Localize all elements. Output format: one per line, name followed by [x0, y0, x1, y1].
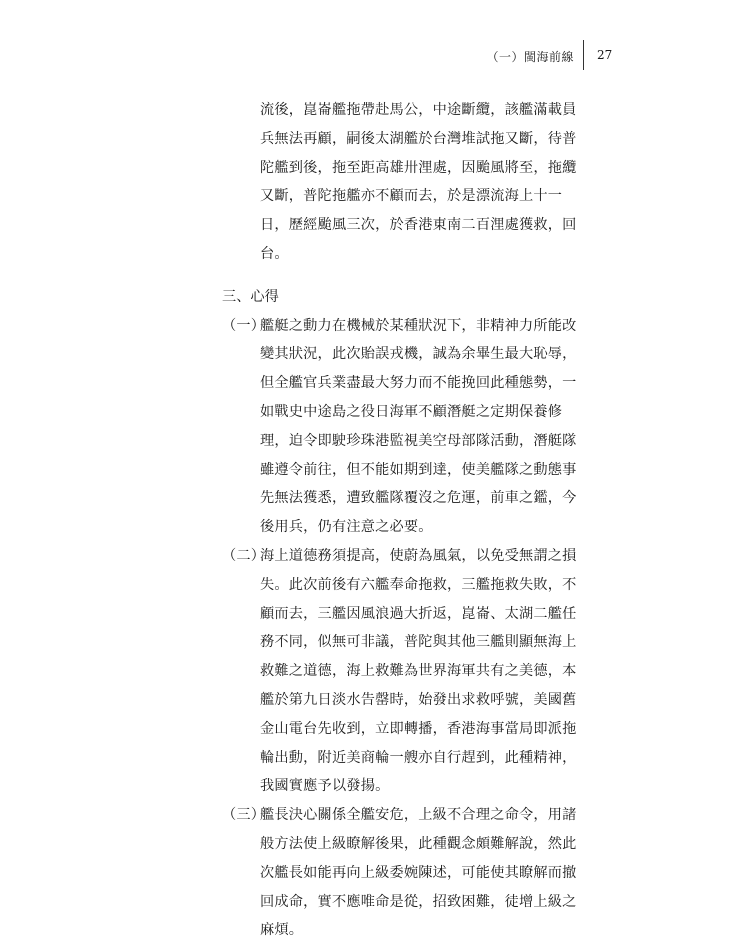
list-item-label: （一） [222, 317, 266, 334]
list-item-text: 海上道德務須提高，使蔚為風氣，以免受無謂之損失。此次前後有六艦奉命拖救，三艦拖救失敗，不顧而去，三艦因風浪過大折返，崑崙、太湖二艦任務不同，似無可非議，普陀與其他三艦則顯無海上救難之道德，海上救難為世界海軍共有之美德，本艦於第九日淡水告罄時，始發出求救呼號，美國舊金山電台先收到，立即轉播，香港海事當局即派拖輪出動，附近美商輪一艘亦自行趕到，此種精神，我國實應予以發揚。 [260, 547, 577, 795]
running-header-title: （一）閩海前線 [486, 50, 574, 64]
list-item-text: 艦艇之動力在機械於某種狀況下，非精神力所能改變其狀況，此次貽誤戎機，誠為余畢生最大恥辱，但全艦官兵業盡最大努力而不能挽回此種態勢，一如戰史中途島之役日海軍不顧潛艇之定期保養修理，迫令即駛珍珠港監視美空母部隊活動，潛艇隊雖遵令前往，但不能如期到達，使美艦隊之動態事先無法獲悉，遭致艦隊覆沒之危運，前車之鑑，今後用兵，仍有注意之必要。 [260, 317, 577, 536]
list-item-label: （三） [222, 807, 266, 824]
list-item [222, 801, 582, 945]
page-number: 27 [597, 48, 613, 62]
list-item [222, 542, 582, 801]
section-heading: 三、心得 [222, 288, 279, 305]
running-header [470, 46, 630, 66]
header-divider [583, 40, 584, 70]
list-item [222, 312, 582, 542]
list-item-text: 艦長決心關係全艦安危，上級不合理之命令，用諸般方法使上級瞭解後果，此種觀念頗難解說，然此次艦長如能再向上級委婉陳述，可能使其瞭解而撤回成命，實不應唯命是從，招致困難，徒增上級之麻煩。 [260, 807, 577, 939]
continuation-paragraph: 流後，崑崙艦拖帶赴馬公，中途斷纜，該艦滿載員兵無法再顧，嗣後太湖艦於台灣堆試拖又斷，待普陀艦到後，拖至距高雄卅浬處，因颱風將至，拖纜又斷，普陀拖艦亦不顧而去，於是漂流海上十一日，歷經颱風三次，於香港東南二百浬處獲救，回台。 [260, 102, 577, 262]
body-text [222, 96, 582, 945]
list-item-label: （二） [222, 547, 266, 564]
